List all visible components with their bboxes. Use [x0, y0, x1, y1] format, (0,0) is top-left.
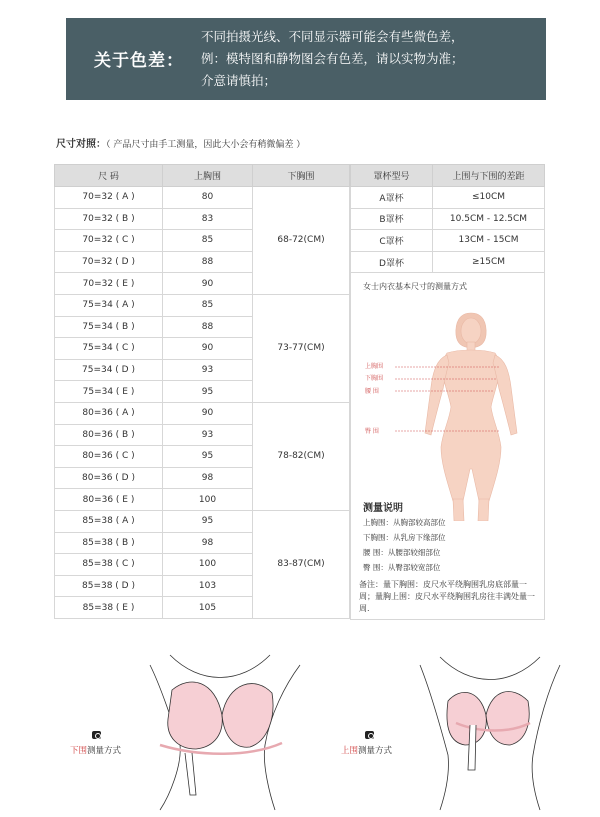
cup-cell: D罩杯: [351, 251, 433, 273]
size-cell: 80=36 ( E ): [55, 489, 163, 511]
size-cell: 75=34 ( E ): [55, 381, 163, 403]
diff-cell: 13CM - 15CM: [433, 230, 545, 252]
legend-item: 下胸围：从乳房下缘部位: [363, 533, 446, 542]
upper-bust-cell: 90: [163, 402, 253, 424]
cup-table: [350, 164, 545, 273]
caption-highlight: 下围: [70, 746, 88, 756]
size-section-heading: [56, 135, 305, 150]
table-row: [55, 187, 350, 209]
camera-icon: [365, 731, 374, 739]
upper-bust-cell: 100: [163, 489, 253, 511]
diff-cell: ≤10CM: [433, 187, 545, 209]
table-row: [351, 230, 545, 252]
banner-text: [201, 26, 464, 92]
color-difference-banner: [66, 18, 546, 100]
upper-bust-cell: 105: [163, 597, 253, 619]
diff-cell: 10.5CM - 12.5CM: [433, 208, 545, 230]
measurement-figure-panel: [350, 273, 545, 620]
body-silhouette-illustration: [351, 291, 546, 521]
legend-item: 上胸围：从胸部较高部位: [363, 518, 446, 527]
size-cell: 70=32 ( B ): [55, 208, 163, 230]
table-row: [55, 294, 350, 316]
cup-cell: A罩杯: [351, 187, 433, 209]
col-cup-type: 罩杯型号: [351, 165, 433, 187]
size-cell: 75=34 ( D ): [55, 359, 163, 381]
size-table: [54, 164, 350, 619]
under-bust-cell: 78-82(CM): [253, 402, 350, 510]
figure-caption: 女士内衣基本尺寸的测量方式: [363, 282, 467, 291]
cup-cell: C罩杯: [351, 230, 433, 252]
upper-bust-cell: 95: [163, 510, 253, 532]
upper-bust-cell: 95: [163, 381, 253, 403]
banner-line: 例：模特图和静物图会有色差，请以实物为准；: [201, 51, 464, 66]
cup-table-header: [351, 165, 545, 187]
size-cell: 70=32 ( A ): [55, 187, 163, 209]
legend-item: 臀 围：从臀部较宽部位: [363, 563, 441, 572]
table-row: [55, 402, 350, 424]
size-cell: 80=36 ( A ): [55, 402, 163, 424]
under-bust-cell: 83-87(CM): [253, 510, 350, 618]
caption-rest: 测量方式: [358, 746, 393, 756]
upper-bust-cell: 100: [163, 554, 253, 576]
upper-bust-cell: 85: [163, 230, 253, 252]
bottom-illustrations: [0, 645, 600, 815]
legend-title: 测量说明: [363, 503, 403, 514]
size-cell: 75=34 ( C ): [55, 338, 163, 360]
upper-bust-cell: 85: [163, 294, 253, 316]
table-row: [351, 187, 545, 209]
size-cell: 85=38 ( C ): [55, 554, 163, 576]
size-cell: 85=38 ( E ): [55, 597, 163, 619]
size-table-header: [55, 165, 350, 187]
size-heading-title: 尺寸对照：: [56, 139, 106, 150]
upper-bust-cell: 98: [163, 532, 253, 554]
upper-bust-measure-illustration: [420, 657, 560, 810]
col-difference: 上围与下围的差距: [433, 165, 545, 187]
under-bust-cell: 68-72(CM): [253, 187, 350, 295]
size-cell: 80=36 ( C ): [55, 446, 163, 468]
caption-highlight: 上围: [341, 746, 359, 756]
cup-cell: B罩杯: [351, 208, 433, 230]
camera-icon: [92, 731, 101, 739]
label-upper-bust: 上胸围: [365, 363, 384, 370]
label-waist: 腰 围: [365, 388, 379, 395]
col-size: 尺 码: [55, 165, 163, 187]
upper-bust-cell: 93: [163, 359, 253, 381]
size-cell: 85=38 ( D ): [55, 575, 163, 597]
table-row: [351, 251, 545, 273]
size-cell: 80=36 ( B ): [55, 424, 163, 446]
under-bust-cell: 73-77(CM): [253, 294, 350, 402]
size-cell: 70=32 ( D ): [55, 251, 163, 273]
upper-bust-caption: [341, 744, 392, 756]
size-cell: 75=34 ( B ): [55, 316, 163, 338]
label-under-bust: 下胸围: [365, 375, 384, 382]
col-upper-bust: 上胸围: [163, 165, 253, 187]
legend-item: 腰 围：从腰部较细部位: [363, 548, 441, 557]
banner-line: 不同拍摄光线、不同显示器可能会有些微色差，: [201, 29, 464, 44]
upper-bust-cell: 98: [163, 467, 253, 489]
size-cell: 80=36 ( D ): [55, 467, 163, 489]
label-hip: 臀 围: [365, 428, 379, 435]
size-cell: 70=32 ( E ): [55, 273, 163, 295]
upper-bust-cell: 95: [163, 446, 253, 468]
upper-bust-cell: 103: [163, 575, 253, 597]
upper-bust-cell: 83: [163, 208, 253, 230]
upper-bust-cell: 88: [163, 316, 253, 338]
upper-bust-cell: 90: [163, 338, 253, 360]
col-under-bust: 下胸围: [253, 165, 350, 187]
table-row: [351, 208, 545, 230]
upper-bust-cell: 88: [163, 251, 253, 273]
under-bust-caption: [70, 744, 121, 756]
size-cell: 75=34 ( A ): [55, 294, 163, 316]
measurement-note: 备注：量下胸围：皮尺水平绕胸围乳房底部量一周；量胸上围：皮尺水平绕胸围乳房往丰满处量一周.: [359, 580, 535, 613]
size-cell: 85=38 ( A ): [55, 510, 163, 532]
under-bust-measure-illustration: [150, 655, 300, 810]
banner-title: 关于色差：: [94, 51, 184, 71]
upper-bust-cell: 90: [163, 273, 253, 295]
upper-bust-cell: 80: [163, 187, 253, 209]
caption-rest: 测量方式: [87, 746, 122, 756]
size-heading-note: （ 产品尺寸由手工测量，因此大小会有稍微偏差 ）: [106, 140, 306, 150]
diff-cell: ≥15CM: [433, 251, 545, 273]
upper-bust-cell: 93: [163, 424, 253, 446]
table-row: [55, 510, 350, 532]
size-cell: 85=38 ( B ): [55, 532, 163, 554]
size-cell: 70=32 ( C ): [55, 230, 163, 252]
banner-line: 介意请慎拍；: [201, 73, 277, 88]
